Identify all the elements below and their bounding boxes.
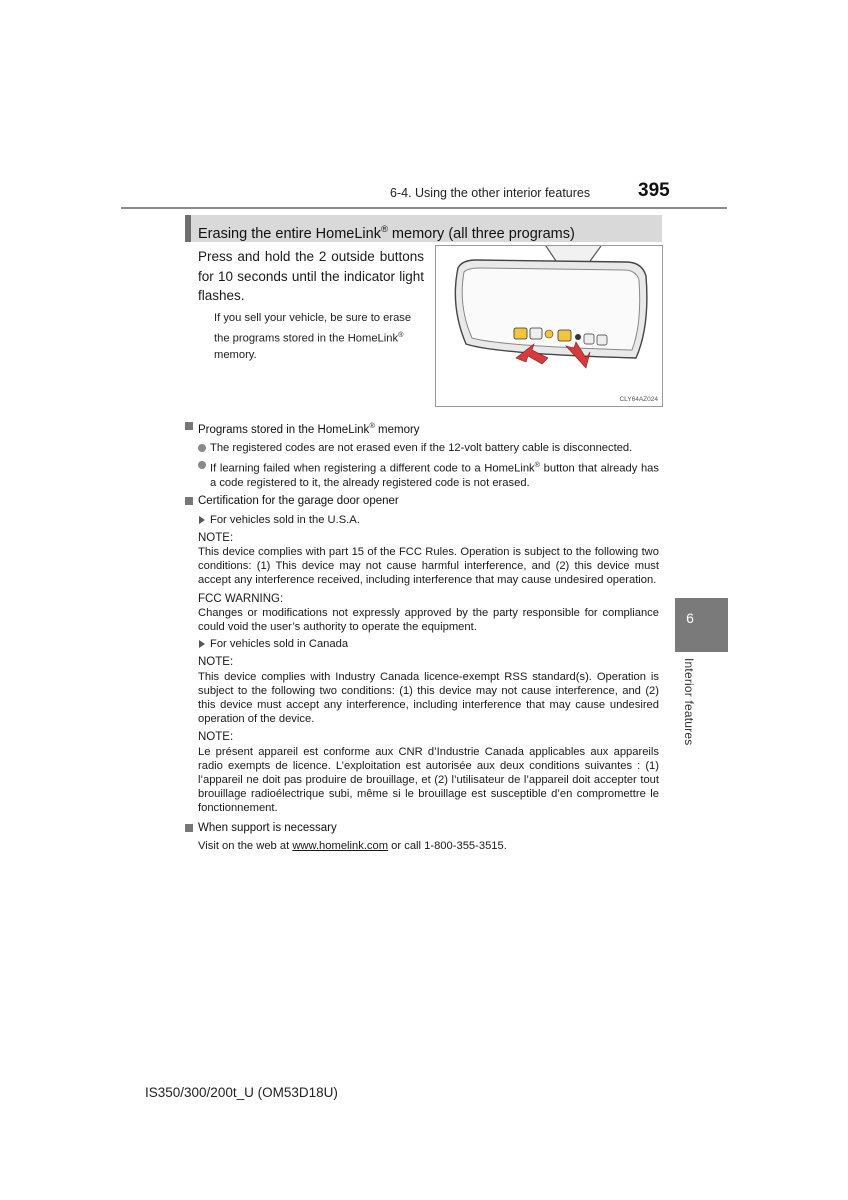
usa-warning-text: Changes or modifications not expressly approved by the party responsible for compliance could void the user’s authority to operate the equipment.	[198, 606, 659, 633]
square-bullet-icon	[185, 422, 193, 430]
programs-heading-a: Programs stored in the HomeLink	[198, 423, 370, 436]
triangle-bullet-icon	[199, 640, 205, 648]
mirror-illustration	[435, 245, 663, 407]
chapter-number: 6	[686, 610, 694, 626]
support-line	[185, 839, 659, 853]
usa-note-text: This device complies with part 15 of the FCC Rules. Operation is subject to the following two conditions: (1) This device may not cause harmful interference, and (2) this device must accept any interference received, including interference that may cause undesired operation.	[198, 545, 659, 587]
certification-heading-text: Certification for the garage door opener	[198, 495, 399, 508]
intro-instruction: Press and hold the 2 outside buttons for 10 seconds until the indicator light flashes.	[198, 249, 424, 303]
square-bullet-icon	[185, 497, 193, 505]
header-rule	[121, 207, 727, 209]
canada-note2-text: Le présent appareil est conforme aux CNR d’Industrie Canada applicables aux appareils radio exempts de licence. L’exploitation est autorisée aux deux conditions suivantes : (1) l’appareil ne doit pas produire de brouillage, et (2) l’utilisateur de l’appareil doit accepter tout brouillage radioélectrique subi, même si le brouillage est susceptible d’en compromettre le fonctionnement.	[198, 745, 659, 815]
content-body	[185, 419, 659, 853]
support-suffix: or call 1-800-355-3515.	[388, 839, 507, 852]
homelink-button-1	[514, 328, 527, 339]
programs-heading-reg: ®	[369, 421, 375, 430]
intro-note-reg: ®	[398, 329, 404, 339]
homelink-button-3	[558, 330, 571, 341]
chapter-tab	[675, 598, 728, 652]
usa-label	[185, 513, 659, 527]
title-reg: ®	[380, 223, 388, 234]
programs-bullet-2-a: If learning failed when registering a different code to a HomeLink	[210, 462, 535, 475]
homelink-button-2	[530, 328, 542, 339]
canada-note2-label: NOTE:	[198, 731, 234, 744]
header-section-title: 6-4. Using the other interior features	[390, 186, 591, 200]
programs-bullet-1	[185, 441, 659, 455]
title-suffix: memory (all three programs)	[387, 225, 575, 242]
canada-note1-text: This device complies with Industry Canada licence-exempt RSS standard(s). Operation is subject to the following two conditions: (1) this device may not cause interference, and (2) this device must accept any interference, including interference that may cause undesired operation of the device.	[198, 670, 659, 726]
programs-bullet-2	[185, 458, 659, 490]
canada-label-text: For vehicles sold in Canada	[210, 638, 349, 651]
support-heading-text: When support is necessary	[198, 821, 337, 834]
programs-heading	[185, 419, 659, 437]
homelink-website-link[interactable]: www.homelink.com	[292, 839, 389, 852]
intro-note-b: memory.	[214, 348, 257, 361]
programs-bullet-1-text: The registered codes are not erased even if the 12-volt battery cable is disconnected.	[210, 442, 633, 455]
indicator-light	[545, 330, 553, 338]
canada-note1-label: NOTE:	[198, 656, 234, 669]
page-number: 395	[638, 180, 670, 201]
support-heading	[185, 821, 659, 835]
title-text: Erasing the entire HomeLink	[198, 225, 381, 242]
triangle-bullet-icon	[199, 516, 205, 524]
figure-code: CLY64AZ024	[619, 396, 658, 403]
footer-model-code: IS350/300/200t_U (OM53D18U)	[145, 1085, 338, 1100]
chapter-label: Interior features	[682, 658, 696, 746]
square-bullet-icon	[185, 824, 193, 832]
programs-bullet-2-b: button that already has a code registered to it, the already registered code is not erased.	[210, 462, 659, 490]
support-prefix: Visit on the web at	[198, 839, 293, 852]
canada-label	[185, 637, 659, 651]
programs-heading-b: memory	[374, 423, 420, 436]
certification-heading	[185, 494, 659, 508]
circle-bullet-icon	[198, 444, 206, 452]
circle-bullet-icon	[198, 461, 206, 469]
programs-bullet-2-reg: ®	[534, 460, 540, 470]
section-title-bar	[185, 215, 662, 242]
usa-warning-label: FCC WARNING:	[198, 592, 284, 605]
intro-note-a: If you sell your vehicle, be sure to erase the programs stored in the HomeLink	[214, 312, 412, 345]
usa-note-label: NOTE:	[198, 531, 234, 544]
usa-label-text: For vehicles sold in the U.S.A.	[210, 513, 360, 526]
intro-note	[214, 310, 426, 363]
rearview-mirror-drawing	[436, 246, 663, 407]
